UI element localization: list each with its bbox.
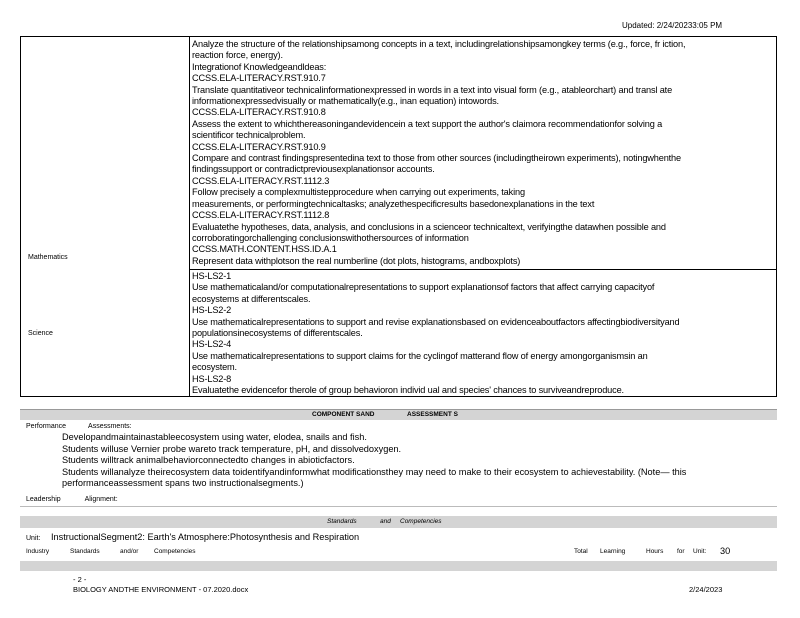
assessment-text: Students willtrack animalbehaviorconnectedto changes in abioticfactors. — [62, 455, 355, 465]
standard-line: CCSS.ELA-LITERACY.RST.910.7 — [192, 73, 326, 84]
standard-line: CCSS.ELA-LITERACY.RST.910.8 — [192, 107, 326, 118]
table-column-divider — [189, 37, 190, 396]
component-header-left: COMPONENT SAND — [312, 411, 375, 418]
unit-hours-label: Unit: — [693, 548, 707, 555]
standard-line: CCSS.ELA-LITERACY.RST.910.9 — [192, 141, 326, 152]
standard-line: Assess the extent to whichthereasoningandevidencein a text support the author's claimora recommendationfor solving a — [192, 118, 663, 129]
alignment-label: Alignment: — [84, 496, 118, 503]
assessment-item — [40, 455, 776, 467]
standards-competencies-header — [20, 516, 777, 528]
footer-filename: BIOLOGY ANDTHE ENVIRONMENT - 07.2020.docx — [73, 585, 249, 594]
standard-line: informationexpressedvisually or mathematically(e.g., inan equation) intowords. — [192, 96, 499, 107]
standard-line: ecosystems at differentscales. — [192, 293, 311, 304]
standards-label: Standards — [70, 548, 100, 555]
component-header-right: ASSESSMENT S — [407, 411, 458, 418]
header-standards: Standards — [327, 518, 357, 525]
assessment-item — [40, 467, 776, 479]
mathematics-standards-text — [192, 39, 770, 267]
standard-line: HS-LS2-2 — [192, 305, 232, 316]
standard-line: ecosystem. — [192, 362, 237, 373]
leadership-alignment-label — [26, 496, 118, 503]
competencies-label: Competencies — [154, 548, 196, 555]
standard-line: Represent data withplotson the real numberline (dot plots, histograms, andboxplots) — [192, 255, 521, 266]
assessment-bullets — [40, 432, 776, 490]
for-label: for — [677, 548, 685, 555]
standard-line: reaction force, energy). — [192, 50, 283, 61]
assessment-text: Developandmaintainastableecosystem using water, elodea, snails and fish. — [62, 432, 367, 442]
standard-line: Integrationof Knowledgeandldeas: — [192, 61, 327, 72]
unit-row — [26, 532, 359, 542]
standard-line: findingssupport or contradictpreviousexplanationsor accounts. — [192, 164, 435, 175]
hours-value: 30 — [720, 546, 731, 556]
standard-line: CCSS.ELA-LITERACY.RST.1112.3 — [192, 175, 330, 186]
assessment-text: Students willanalyze theirecosystem data toidentifyandinformwhat modificationsthey may need to make to their ecosystem to achievestability. (Note— this — [62, 466, 687, 477]
standard-line: Compare and contrast findingspresentedina text to those from other sources (includingtheirown experiments), notingwhenthe — [192, 153, 681, 164]
assessment-item — [40, 432, 776, 444]
standard-line: Use mathematicalrepresentations to support claims for the cyclingof matterand flow of energy amongorganismsin an — [192, 350, 648, 361]
standard-line: Use mathematicalrepresentations to support and revise explanationsbased on evidenceaboutfactors affectingbiodiversityand — [192, 316, 680, 327]
table-row-divider — [189, 269, 776, 270]
total-label: Total — [574, 548, 588, 555]
section-divider — [20, 506, 777, 507]
assessment-item — [40, 478, 776, 490]
footer-date: 2/24/2023 — [689, 585, 723, 594]
standard-line: Use mathematicaland/or computationalrepresentations to support explanationsof factors that affect carrying capacityof — [192, 282, 655, 293]
subject-label-science: Science — [28, 330, 53, 337]
standard-line: scientificor technicalproblem. — [192, 130, 306, 141]
standard-line: corroboratingorchallenging conclusionswithothersources of information — [192, 232, 469, 243]
standard-line: HS-LS2-4 — [192, 339, 232, 350]
assessment-item — [40, 444, 776, 456]
header-competencies: Competencies — [400, 518, 442, 525]
standard-line: Translate quantitativeor technicalinformationexpressed in words in a text into visual form (e.g., atableorchart) and transl ate — [192, 84, 673, 95]
performance-assessments-label — [26, 423, 132, 430]
standard-line: CCSS.MATH.CONTENT.HSS.ID.A.1 — [192, 244, 337, 255]
standard-line: Evaluatethe evidencefor therole of group behavioron individ ual and species' chances to surviveandreproduce. — [192, 385, 624, 396]
assessment-text: performanceassessment spans two instructionalsegments.) — [62, 478, 304, 488]
standard-line: measurements, or performingtechnicaltasks; analyzethespecificresults basedonexplanations in the text — [192, 198, 595, 209]
unit-label: Unit: — [26, 535, 41, 542]
updated-timestamp: Updated: 2/24/20233:05 PM — [622, 21, 723, 30]
andor-label: and/or — [120, 548, 139, 555]
performance-label: Performance — [26, 423, 67, 430]
science-standards-text — [192, 271, 770, 396]
learning-label: Learning — [600, 548, 626, 555]
leadership-label: Leadership — [26, 496, 61, 503]
standard-line: populationsinecosystems of differentscales. — [192, 328, 363, 339]
standards-table — [20, 36, 777, 397]
assessments-label: Assessments: — [88, 423, 132, 430]
industry-entry-row — [20, 561, 777, 571]
page-number: - 2 - — [73, 575, 87, 584]
header-and: and — [380, 518, 391, 525]
unit-title: InstructionalSegment2: Earth's Atmosphere:Photosynthesis and Respiration — [50, 532, 360, 542]
standard-line: HS-LS2-1 — [192, 271, 232, 281]
industry-row — [26, 548, 776, 560]
standard-line: Evaluatethe hypotheses, data, analysis, and conclusions in a scienceor technicaltext, verifyingthe datawhen possible and — [192, 221, 666, 232]
component-header — [20, 409, 777, 420]
industry-label: Industry — [26, 548, 50, 555]
assessment-text: Students willuse Vernier probe wareto track temperature, pH, and dissolvedoxygen. — [62, 443, 402, 454]
standard-line: CCSS.ELA-LITERACY.RST.1112.8 — [192, 210, 330, 221]
subject-label-mathematics: Mathematics — [28, 254, 68, 261]
hours-label: Hours — [646, 548, 664, 555]
standard-line: Follow precisely a complexmultistepprocedure when carrying out experiments, taking — [192, 187, 525, 198]
standard-line: Analyze the structure of the relationshipsamong concepts in a text, includingrelationshipsamongkey terms (e.g., force, fr iction, — [192, 39, 686, 49]
standard-line: HS-LS2-8 — [192, 373, 232, 384]
